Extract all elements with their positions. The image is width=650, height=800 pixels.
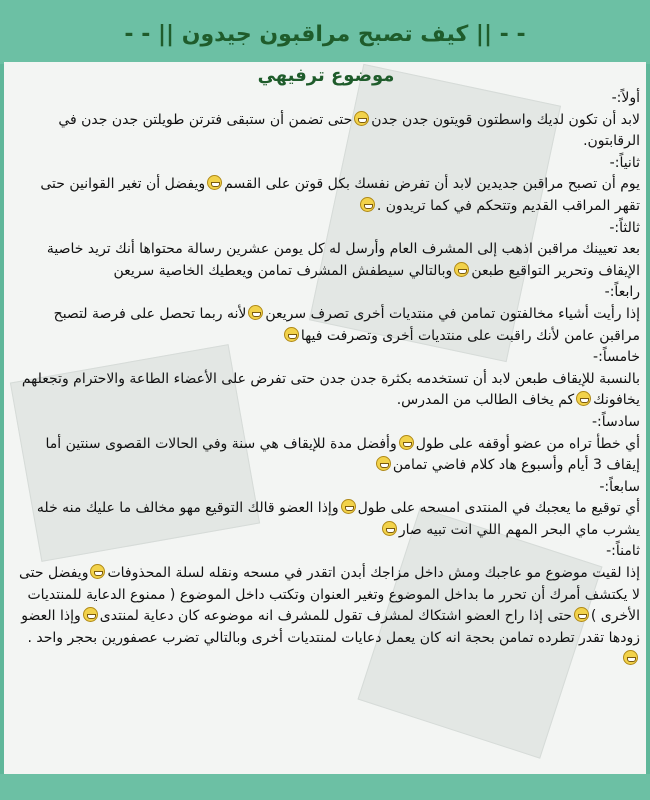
- section-heading: ثامناً:-: [606, 543, 640, 560]
- grin-smiley-icon: [382, 521, 397, 536]
- section-text: أي خطأ تراه من عضو أوقفه على طولوأفضل مدة للإيقاف هي سنة وفي الحالات القصوى سنتين أما إيقاف 3 أيام وأسبوع هاد كلام فاضي تمامن: [45, 435, 640, 474]
- grin-smiley-icon: [454, 262, 469, 277]
- section-text: أي توقيع ما يعجبك في المنتدى امسحه على طولوإذا العضو قالك التوقيع مهو مخالف ما عليك منه خله يشرب ماي البحر المهم اللي انت تبيه صار: [36, 500, 640, 538]
- section-heading: ثالثاً:-: [609, 219, 640, 236]
- grin-smiley-icon: [90, 564, 105, 579]
- grin-smiley-icon: [574, 607, 589, 622]
- grin-smiley-icon: [376, 456, 391, 471]
- page-title: - - || كيف تصبح مراقبون جيدون || - -: [124, 22, 526, 47]
- content-panel: [4, 62, 646, 774]
- section-text: إذا لقيت موضوع مو عاجبك ومش داخل مزاجك أبدن اتقدر في مسحه ونقله لسلة المحذوفاتويفضل حتى لا يكتشف أمرك أن تحرر ما بداخل الموضوع وتغير العنوان وتكتب داخل الموضوع ( ممنوع الدعاية للمنتديات الأخرى )حتى إذا راح العضو اشتكاك لمشرف تقول للمشرف انه موضوعه كان دعاية لمنتدىوإذا العضو زودها تقدر تطرده تمامن بحجة انه كان يعمل دعايات لمنتديات أخرى وبالتالي تضرب عصفورين بحجر واحد .: [12, 563, 640, 671]
- section-heading: ثانياً:-: [609, 154, 640, 171]
- section-text: بعد تعيينك مراقبن اذهب إلى المشرف العام وأرسل له كل يومن عشرين رسالة محتواها أنك تريد خاصية الإيقاف وتحرير التواقيع طبعنوبالتالي سيطفش المشرف تمامن ويعطيك الخاصية سريعن: [46, 241, 640, 279]
- section-text: إذا رأيت أشياء مخالفتون تمامن في منتديات أخرى تصرف سريعنلأنه ربما تحصل على فرصة لتصبح مراقبن عامن لأنك راقبت على منتديات أخرى وتصرفت فيها: [53, 305, 640, 344]
- grin-smiley-icon: [248, 305, 263, 320]
- grin-smiley-icon: [623, 650, 638, 665]
- section-heading: سادساً:-: [592, 413, 640, 430]
- section-heading: سابعاً:-: [599, 478, 640, 495]
- grin-smiley-icon: [354, 111, 369, 126]
- grin-smiley-icon: [399, 435, 414, 450]
- section-text: يوم أن تصبح مراقبن جديدين لابد أن تفرض نفسك بكل قوتن على القسمويفضل أن تغير القوانين حتى تقهر المراقب القديم وتتحكم في كما تريدون .: [40, 176, 640, 214]
- grin-smiley-icon: [341, 499, 356, 514]
- section-text: بالنسبة للإيقاف طبعن لابد أن تستخدمه بكثرة جدن جدن حتى تفرض على الأعضاء الطاعة والاحترام وتجعلهم يخافونككم يخاف الطالب من المدرس.: [21, 370, 640, 409]
- section-text: لابد أن تكون لديك واسطتون قويتون جدن جدنحتى تضمن أن ستبقى فترتن طويلتن جدن جدن في الرقابتون.: [58, 111, 640, 150]
- section-heading: أولاً:-: [611, 90, 640, 106]
- article-subtitle: موضوع ترفيهي: [257, 65, 395, 86]
- section-heading: رابعاً:-: [604, 284, 640, 301]
- grin-smiley-icon: [83, 607, 98, 622]
- footer-band: [0, 774, 650, 800]
- grin-smiley-icon: [284, 327, 299, 342]
- article-body: [4, 64, 646, 671]
- grin-smiley-icon: [360, 197, 375, 212]
- grin-smiley-icon: [207, 175, 222, 190]
- grin-smiley-icon: [576, 391, 591, 406]
- section-heading: خامساً:-: [593, 349, 640, 366]
